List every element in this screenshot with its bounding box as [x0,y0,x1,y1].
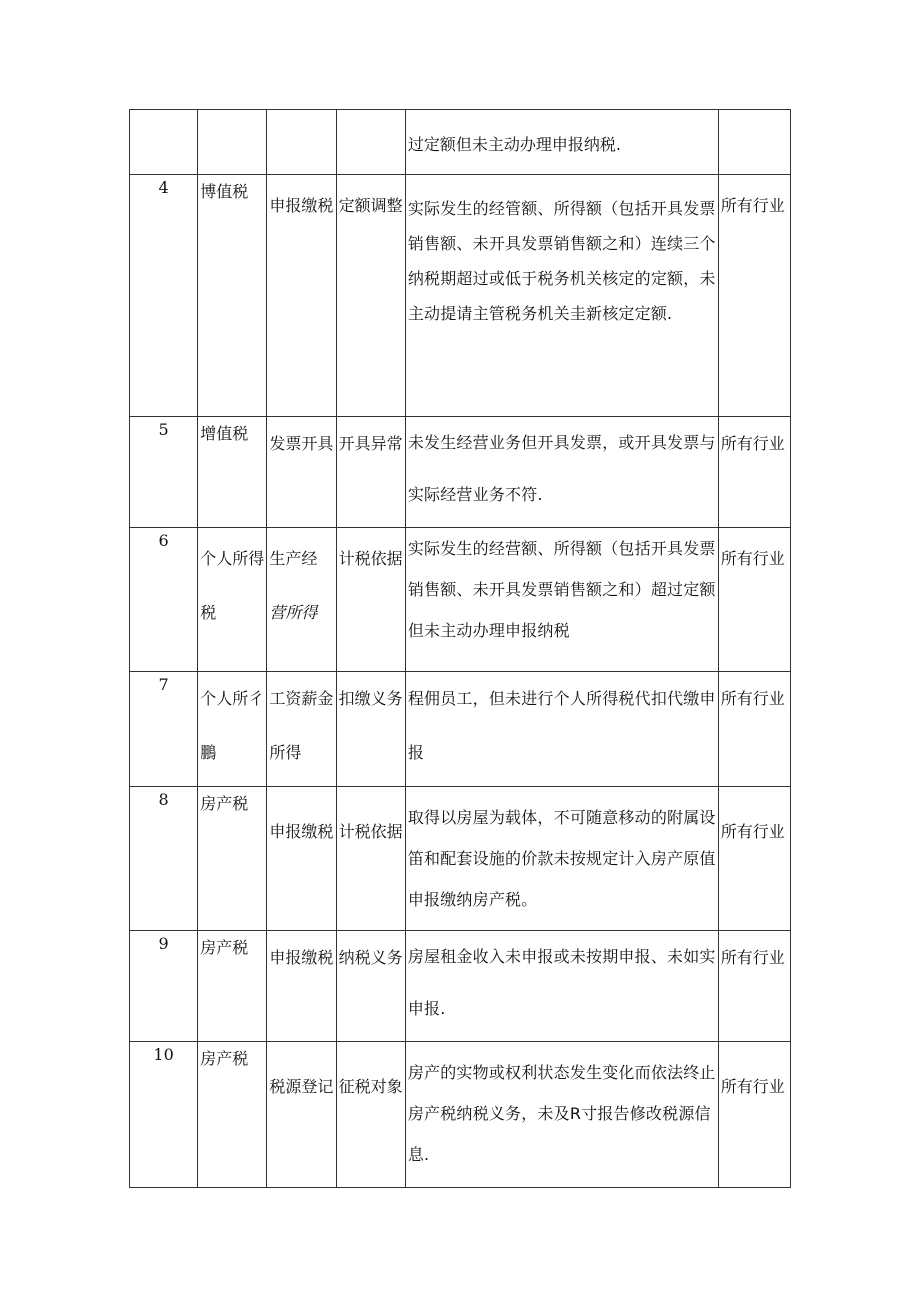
item-cell: 发票开具 [267,417,336,528]
row-number-cell: 6 [130,528,198,672]
row-number-cell: 5 [130,417,198,528]
tax-type-cell: 增值税 [198,417,267,528]
item-cell: 税源登记 [267,1042,336,1188]
risk-cell: 计税依据 [336,528,405,672]
tax-type-cell: 个人所得税 [198,528,267,672]
description-cell [405,175,718,417]
tax-type-cell: 房产税 [198,1042,267,1188]
description-cell [405,417,718,528]
description-cell [405,1042,718,1188]
risk-cell: 扣缴义务 [336,672,405,787]
item-line-1: 生产经 [269,549,318,568]
table-row [130,672,791,787]
description-text: 过定额但未主动办理申报纳税. [407,135,621,154]
table-row [130,417,791,528]
description-text: 房屋租金收入未申报或未按期申报、未如实申报. [407,947,716,1018]
row-number-cell: 8 [130,787,198,931]
item-line-2: 营所得 [269,603,318,622]
row-number-cell [130,110,198,175]
tax-type-cell: 房产税 [198,931,267,1042]
table-row [130,931,791,1042]
risk-cell: 计税依据 [336,787,405,931]
description-text: 未发生经营业务但开具发票，或开具发票与实际经营业务不符. [407,433,716,504]
tax-type-cell: 个人所彳鵬 [198,672,267,787]
table-row [130,787,791,931]
scope-cell: 所有行业 [718,417,790,528]
item-cell [267,528,336,672]
description-cell [405,672,718,787]
risk-cell [336,110,405,175]
table-row [130,110,791,175]
description-text: 实际发生的经营额、所得额（包括开具发票销售额、未开具发票销售额之和）超过定额但未主动办理申报纳税 [407,539,716,640]
risk-cell: 开具异常 [336,417,405,528]
description-text: 程佣员工，但未进行个人所得税代扣代缴申报 [407,689,716,762]
row-number-cell: 4 [130,175,198,417]
item-cell: 申报缴税 [267,787,336,931]
item-cell: 申报缴税 [267,175,336,417]
row-number-cell: 10 [130,1042,198,1188]
tax-type-cell: 博值税 [198,175,267,417]
description-cell [405,787,718,931]
scope-cell: 所有行业 [718,528,790,672]
risk-cell: 纳税义务 [336,931,405,1042]
risk-cell: 定额调整 [336,175,405,417]
description-text: 取得以房屋为载体，不可随意移动的附属设笛和配套设施的价款未按规定计入房产原值申报缴纳房产税。 [407,808,716,909]
description-cell [405,528,718,672]
description-text: 房产的实物或权利状态发生变化而依法终止房产税纳税义务，未及R寸报告修改税源信息. [407,1063,716,1164]
item-cell: 工资薪金所得 [267,672,336,787]
description-text: 实际发生的经管额、所得额（包括开具发票销售额、未开具发票销售额之和）连续三个纳税期超过或低于税务机关核定的定额，未主动提请主管税务机关圭新核定定额. [407,199,716,323]
scope-cell: 所有行业 [718,1042,790,1188]
tax-type-cell: 房产税 [198,787,267,931]
item-cell: 申报缴税 [267,931,336,1042]
tax-risk-table [129,109,791,1188]
table-row [130,1042,791,1188]
row-number-cell: 9 [130,931,198,1042]
description-cell [405,931,718,1042]
risk-cell: 征税对象 [336,1042,405,1188]
table-row [130,175,791,417]
row-number-cell: 7 [130,672,198,787]
tax-type-cell [198,110,267,175]
scope-cell: 所有行业 [718,787,790,931]
scope-cell [718,110,790,175]
description-cell [405,110,718,175]
scope-cell: 所有行业 [718,672,790,787]
scope-cell: 所有行业 [718,931,790,1042]
table-row [130,528,791,672]
item-cell [267,110,336,175]
scope-cell: 所有行业 [718,175,790,417]
